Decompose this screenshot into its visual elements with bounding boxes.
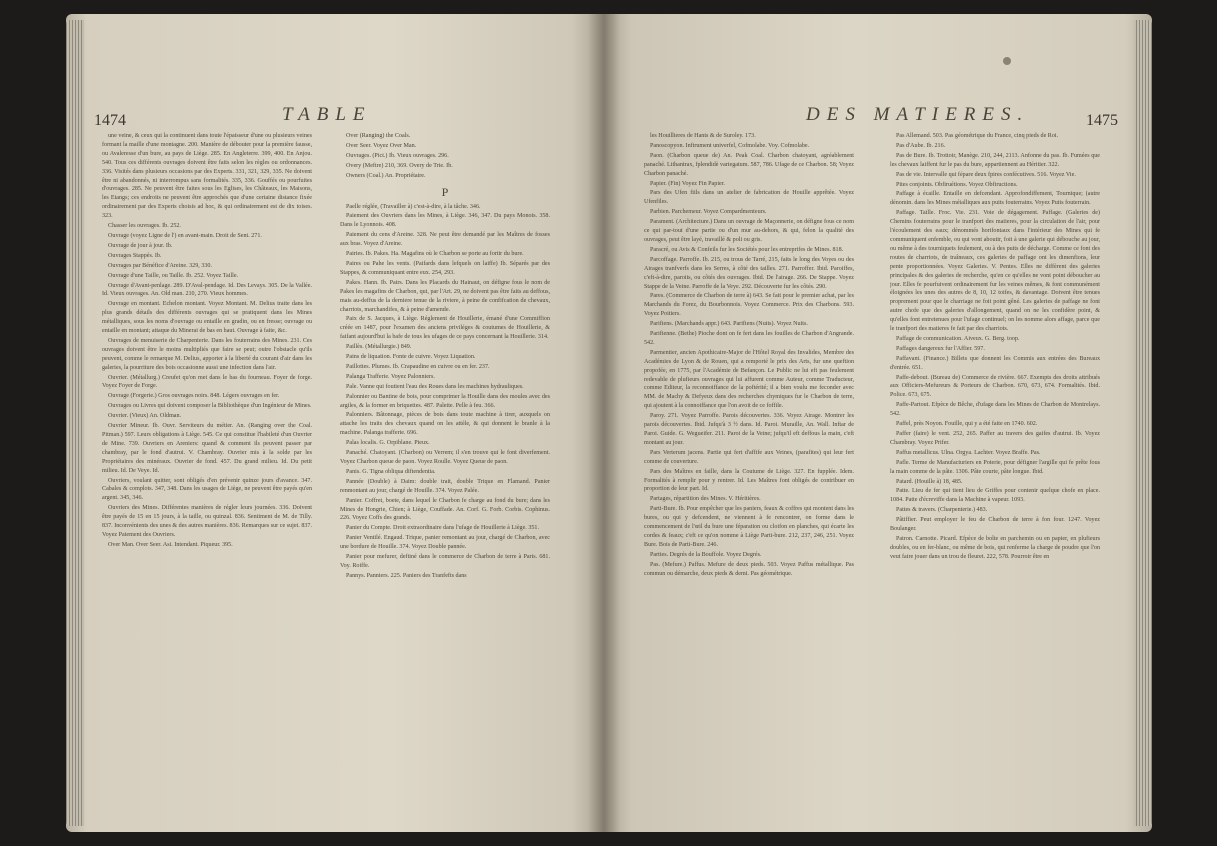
index-entry: les Houillieres de Hants & de Suroley. 173. [650, 133, 756, 139]
index-entry: Parifiens. (Marchands appr.) 643. Parifiens (Nuits). Voyez Nuits. [650, 321, 808, 328]
index-entry: Panaché. Chatoyant. (Charbon) ou Verrem; il s'en trouve qui le font diverfement. Voyez Charbon queue de paon. Voyez Roulle. Voyez Queue de paon. [340, 450, 550, 465]
index-entry: Paroy. 271. Voyez Parroffe. Parois découvertes. 336. Voyez Airage. Montrer les parois découvertes. Ibid. Jufqu'à 3 ½ dans. Id. Paroi. Muraille, An. Wall. Inftar de Paroi. Guide. G. Wegueifer. 211. Paroi de la Veine; jufqu'il eft deffous la main, c'eft montant au jour. [644, 413, 854, 446]
index-entry: Pairies. Ib. Pakes. Ha. Magafins où le Charbon se porte au fortir du bure. [346, 251, 524, 258]
index-entry: Over Man. Over Seer. Asi. Intendant. Piqueur. 395. [108, 541, 233, 548]
index-entry: Pas Allemand. 503. Pas géométrique du France, cinq pieds de Roi. [896, 133, 1059, 139]
index-entry: Chasser les ouvrages. Ib. 252. [108, 223, 181, 230]
index-entry: Papier. (Fin) Voyez Fin Papier. [650, 180, 725, 187]
index-entry: Overy (Meftre) 210, 369. Overy de Trie. Ib. [346, 162, 453, 169]
index-entry: Paires ou Pahe les vents. (Paifards dans lefquels on laiffe) Ib. Séparés par des Stappes, & communiquant entre eux. 254, 293. [340, 260, 550, 276]
index-entry: Palonnier ou Bantine de bois, pour comprimer la Houille dans des moules avec des argiles, & la former en briquettes. 487. Palette. Pelle à feu. 366. [340, 393, 550, 409]
index-entry: Ouvrage (Forgerie.) Gros ouvrages noirs. 848. Légers ouvrages en fer. [108, 393, 280, 400]
index-entry: Pâtiffier. Peut employer le feu de Charbon de terre à fon four. 1247. Voyez Boulanger. [890, 517, 1100, 533]
index-entry: Pares. (Commerce de Charbon de terre à) 643. Se fait pour le premier achat, par les Marchands du Forez, du Bourbonnois. Voyez Commerce. Prix des Charbons. 593. Voyez Poitiers. [644, 293, 854, 318]
index-entry: Pars Verterum jacens. Partie qui fert d'affife aux Veines, (parafites) qui leur fert comme de couverture. [644, 449, 854, 465]
right-running-head: DES MATIERES. [806, 104, 1030, 125]
index-entry: Ouvriers des Mines. Différentes manières de régler leurs journées. 336. Doivent être payés de 15 en 15 jours, à la taille, ou quinzal. 836. Sentiment de M. de Tilly. 837. Inconvénients des unes & des autres manières. 836. Remarques sur ce sujet. 837. Voyez Paiement des Ouvriers. [102, 505, 312, 538]
index-entry: Ouvriers, voulant quitter, sont obligés d'en prévenir quinze jours d'avance. 347. Cabales & complots. 347, 348. Dans les usages de Liège, ne peuvent être payés qu'en argent. 345, 346. [102, 477, 312, 502]
index-entry: Ouvrages ou Livres qui doivent composer la Bibliothèque d'un Ingénieur de Mines. [108, 403, 312, 410]
index-entry: Parti-Bure. Ib. Pour empêcher que les paniers, feaux & coffres qui montent dans les bures, ou qui y defcendent, ne viennent à fe rencontrer, on forme dans le commencement de l'œil du bure une féparation ou cloifon en planches, qui écarte les cordes & feaux; c'eft ce qu'on nomme à Liège Parti-bure. 212, 237, 246, 251. Voyez Bure. Bois de Parti-Bure. 246. [644, 506, 854, 548]
index-entry: Paffavant. (Finance.) Billets que donnent les Commis aux entrées des Bureaux d'entrée. 651. [890, 355, 1100, 371]
index-entry: Ouvrier. (Vieux) An. Oldman. [108, 413, 182, 420]
index-entry: Paffer (faire) le vent. 252, 265. Paffer au travers des gaifes d'autrui. Ib. Voyez Chambray. Voyez Prifer. [890, 431, 1100, 446]
index-entry: Paracré, ou Avis & Confeils fur les Sociétés pour les entreprifes de Mines. 818. [650, 246, 844, 253]
right-column-1 [644, 132, 854, 812]
index-entry: Partages, répartition des Mines. V. Héritières. [650, 496, 761, 503]
index-entry: Pas de Bure. Ib. Trottoir, Manège. 210, 244, 2113. Anfonne du pas. Ib. Fumées que les chevaux laiffent fur le pas du bure, appartiennent au Héritier. 322. [890, 152, 1100, 168]
index-entry: Over Seer. Voyez Over Man. [346, 142, 417, 149]
index-entry: Pafle. Terme de Manufacturiers en Poterie, pour défigner l'argille qui fe prête fous la main comme de la pâte. 1306. Pâte courte, pâte longue. Ibid. [890, 459, 1100, 475]
index-entry: Panoscopyon. Inftrument univerfel, Cofmolabe. Voy. Cofmolabe. [650, 142, 810, 149]
index-entry: Palas localis. G. Orpiblane. Pieux. [346, 440, 430, 447]
left-column-1 [102, 132, 312, 812]
left-page-edges [66, 20, 84, 826]
right-page-edges [1134, 20, 1152, 826]
index-entry: Ouvrier. (Métallurg.) Creufet qu'on met dans le bas du fourneau. Foyer de forge. Voyez Foyer de Forge. [102, 374, 312, 390]
index-entry: Pars des Maîtres en faille, dans la Coutume de Liège. 327. En fupplée. Idem. Formalités à remplir pour y rentrer. Id. Les Maîtres font obligés de contribuer en proportion de leur part. Id. [644, 468, 854, 493]
index-entry: Over (Ranging) the Coals. [346, 133, 411, 139]
index-entry: Paffage de communication. Aiveux. G. Berg. toop. [896, 335, 1020, 342]
right-page [604, 14, 1152, 832]
left-running-head: TABLE [282, 104, 372, 125]
open-book [50, 14, 1168, 832]
index-entry: Paillès. (Métallurgie.) 849. [346, 344, 412, 351]
index-entry: Ouvrages. (Pict.) Ib. Vieux ouvrages. 296. [346, 152, 449, 159]
index-entry: une veine, & ceux qui la continuent dans toute l'épaisseur d'une ou plusieurs veines formant la maille d'une montagne. 200. Manière de débouter pour la première fausse, ou Avaleresse d'un bure, au pays de Liège. 285. En Angleterre. 399, 400. En Anjou. 540. Tous ces différents ouvrages doivent être faits selon les règles ou ordonnances. 336. Visités dans plusieurs occasions par des Experts. 331, 321, 329, 335. Ne doivent être ni abandonnés, ni interrompus sans formalités. 335, 336. Gouffés ou pourfuites d'ouvrages. 285. Ne peuvent être faites sous les Eglises, les Châteaux, les Maisons, les Etangs; ces endroits ne peuvent être approchés que d'une certaine distance fixée ordinairement par des Experts choisis ad hoc, & qui ordinairement est de dix toises. 323. [102, 133, 312, 220]
index-entry: Palanga Trafferie. Voyez Palonniers. [346, 373, 435, 380]
index-entry: Parcoffage. Parroffe. Ib. 215, ou trous de Tarré, 215, faits le long des Voyes ou des Airages tranfverfs dans les Serres, à côté des tailles. 271. Parroffer. Ibid. Paroiffes, c'eft-à-dire, paroits, ou côtés des ouvrages. Ibid. De l'airage. 266. De Stappe. Voyez Stappe de la Veine. Parroffe de la Veye. 292. Découverte fur les côtés. 290. [644, 256, 854, 290]
left-column-2 [340, 132, 550, 812]
right-page-number: 1475 [1086, 112, 1118, 129]
index-entry: Paiement du cens d'Areine. 328. Ne peut être demandé par les Maîtres de fosses aux bras. Voyez d'Areine. [340, 232, 550, 248]
index-entry: Paon. (Charbon queue de) An. Peak Coal. Charbon chatoyant, agréablement panaché. Lithantrax, fplendidè variegatum. 587, 786. Ufage de ce Charbon. 58; Voyez Charbon panaché. [644, 152, 854, 177]
index-entry: Pale. Vanne qui foutient l'eau des Roues dans les machines hydrauliques. [346, 383, 524, 390]
index-entry: Paix de S. Jacques, à Liège. Réglement de Houillerie, émané d'une Commiffion créée en 1487, pour l'examen des anciens priviléges & coutumes de Houillerie, & faifant aujourd'hui la bafe de tous les ufages de ce pays concernant la Houillerie. 314. [340, 316, 550, 341]
index-entry: Paffe-debout. (Bureau de) Commerce de rivière. 667. Exempts des droits attribués aux Officiers-Mefureurs & Porteurs de Charbon. 670, 673, 674. Formalités. Ibid. Police. 673, 675. [890, 374, 1100, 399]
index-entry: Pas de vie. Intervalle qui fépare deux fpires confécutives. 516. Voyez Vie. [896, 171, 1076, 178]
index-entry: Pakes. Hann. Ib. Pairs. Dans les Placards du Hainaut, on défigne fous le nom de Pakes les magafins de Charbon, qui, par l'Art. 29, ne doivent pas être faits au deffous, mais au-deffus de la derniere tenue de la riviere, à peine de confifcation de chevaux, charriots, marchandifes, & à peine d'amende. [340, 279, 550, 313]
index-entry: Paelle réglée, (Travailler à) c'est-à-dire, à la tâche. 346. [346, 203, 481, 210]
index-entry: Parament. (Architecture.) Dans un ouvrage de Maçonnerie, on défigne fous ce nom ce qui par-tout d'une partie ou d'un mur au-dehors, & qui, felon la qualité des ouvrages, peut être layé, travaillé & poli ou gris. [644, 219, 854, 243]
index-entry: Paillottes. Plumes. Ib. Crapaudine en cuivre ou en fer. 237. [346, 363, 490, 370]
index-entry: Panier pour mefurer, deftiné dans le commerce de Charbon de terre à Paris. 681. Voy. Roiffe. [340, 554, 550, 569]
index-entry: Paffe-Partout. Efpèce de Bêche, d'ufage dans les Mines de Charbon de Montrelays. 542. [890, 402, 1100, 418]
index-entry: Ouvrage de jour à jour. Ib. [108, 242, 173, 249]
left-page [66, 14, 604, 832]
index-entry: Pannys. Panniers. 225. Paniers des Tranfefts dans [346, 572, 467, 579]
index-entry: Panis. G. Tigna obliqua diftendentia. [346, 468, 436, 475]
index-entry: Pannée (Double) à Daim: double trait, double Trique en Flamand. Panier renmontant au jour, chargé de Houille. 374. Voyez Palée. [340, 478, 550, 494]
index-entry: Paffus metallicus. Ulna. Orgya. Lachter. Voyez Braffe. Pas. [896, 449, 1041, 456]
index-entry: Panier du Compte. Droit extraordinaire dans l'ufage de Houillerie à Liège. 351. [346, 525, 539, 532]
index-entry: Paffage à écaille. Entaille en defcendant. Approfondiffement, Tournique; (autre dénomin. dans les Mines métalliques aux puits fouterrains. Voyez Puits fouterrain. [890, 191, 1100, 207]
index-entry: Pars des Ufen fiils dans un atelier de fabrication de Houille apprêtée. Voyez Ufenfiles. [644, 190, 854, 206]
index-entry: Ouvrages de menuiserie de Charpenterie. Dans les fouterrains des Mines. 231. Ces ouvrages doivent être le moins multipliés que faire se peut; outre l'obstacle qu'ils peuvent, comme le remarque M. Delius, apporter à la liberté du courant d'air dans les galeries, la pourriture des bois occasionne aussi une infection dans l'air. [102, 337, 312, 371]
index-entry: Paffel, près Noyon. Fouille, qui y a été faite en 1740. 602. [896, 421, 1038, 428]
index-entry: Patron. Carnotte. Picard. Efpèce de boîte en parchemin ou en papier, en plufieurs doubles, ou en fer-blanc, ou même de bois, qui renferme la charge de poudre que l'on veut faire jouer dans un trou de fleuret. 222, 578. Pourroir être en [890, 535, 1100, 560]
index-entry: Ouvrages Stappés. Ib. [108, 252, 162, 259]
index-entry: Palonniers. Bâtonnage, pièces de bois dans toute machine à tirer, auxquels on attache les traits des chevaux quand on les attèle, & qui donnent le branle à la machine. Palanga trafferie. 696. [340, 412, 550, 437]
index-entry: Patte. Lieu de fer qui tient lieu de Griffes pour contenir quelque chofe en place. 1084. Patte d'écreviffe dans la Machine à vapeur. 1093. [890, 488, 1100, 504]
index-entry: Panier Ventilé. Engaud. Trique, panier remontant au jour, chargé de Charbon, avec une bordure de Houille. 374. Voyez Double pannée. [340, 535, 550, 551]
page-ornament-dot [1003, 57, 1011, 65]
index-entry: Pattes & travers. (Charpenterie.) 483. [896, 507, 988, 514]
section-letter: P [441, 184, 449, 199]
index-entry: Parties. Degrés de la Bouffole. Voyez Degrés. [650, 551, 762, 558]
index-entry: Owners (Coal.) An. Propriétaire. [346, 172, 426, 179]
index-entry: Ouvrage d'Avant-penlage. 289. D'Aval-pendage. Id. Des Levays. 305. De la Vallée. Id. Vieux ouvrages. An. Old man. 210, 270. Vieux hommes. [102, 282, 312, 298]
left-page-number: 1474 [94, 112, 126, 129]
index-entry: Ouvrages par Bénéfice d'Areine. 329, 330. [108, 262, 212, 269]
index-entry: Ouvrier Mineur. Ib. Ouvr. Serviteurs du métier. An. (Ranging over the Coal. Pitman.) 597. Leurs obligations à Liège. 545. Ce qui constitue l'habileté d'un Ouvrier de Mine. 739. Ouvriers en Areniers: quand & comment ils peuvent passer par chambray, par le fond d'autrui. V. Chambray. Ouvrier mis à la solde par les Propriétaires des minéraux. Ouvrier de fond. 457. Du grand milieu. Id. Du petit milieu. Id. De Veye. Id. [102, 423, 312, 474]
index-entry: Paffage. Taille. Froc. Vie. 231. Voie de dégagement. Paffage. (Galeries de) Chemins fouterrains pour le tranfport des matieres, pour la circulation de l'air, pour l'écoulement des eaux; dénommés horifontaux dans l'intérieur des Mines qui fe communiquent enfemble, ou qui vont aboutir, foit à une galerie qui débouche au jour, ou même à des tourniquets feulement, ou à des puits de décharge. Comme ce font des routes de charriots, de traîneaux, ces galeries de paffage ont les dimenfions, leur pente proportionnées. Voyez Galeries. V. Pentes. Elles ne diffèrent des galeries principales & des galeries de recherche, qu'en ce qu'elles ne vont point déboucher au jour. Elles fe pourfuivent ordinairement fur les veines mêmes, & font communément éloignées les unes des autres de 8, 10, 12 toifes, & davantage. Doivent être tenues proprement pour que le charriage ne foit point gêné. Les galeries de paffage ne font autre chofe que des galeries d'allongement, quand on ne les confidère point, & qu'elles font entretenues pour l'ufage continuel; on les nomme alors affage, parce que le tranfport des matieres fe fait par des charriots. [890, 210, 1100, 333]
index-entry: Patard. (Houille à) 18, 485. [896, 478, 963, 485]
index-entry: Paiement des Ouvriers dans les Mines, à Liège. 346, 347. Du pays Monois. 358. Dans le Lyonnois. 408. [340, 213, 550, 229]
index-entry: Parifienne. (Bethe) Pioche dont on fe fert dans les fouilles de Charbon d'Angrande. 542. [644, 331, 854, 346]
right-column-2 [890, 132, 1100, 812]
index-entry: Panier. Coffret, boete, dans lequel le Charbon fe charge au fond du bure; dans les Mines de Hongrie, Chien; à Liège, Couffade. An. Corf. G. Forb. Corbis. Cophinus. 226. Voyez Coffs des grands. [340, 497, 550, 522]
index-entry: Paffages dangereux fur l'Affier. 597. [896, 345, 985, 352]
index-entry: Parbien. Parchemeur. Voyez Compardmenteurs. [650, 209, 767, 216]
index-entry: Pas. (Mefure.) Paffus. Mefure de deux pieds. 503. Voyez Paffus métallique. Pas commun ou démarche, deux pieds & demi. Pas géométrique. [644, 561, 854, 577]
index-entry: Ouvrage (voyez Ligne de l') en avant-main. Droit de Sent. 271. [108, 232, 262, 239]
index-entry: Pites conjoints. Obfiruétions. Voyez Obfiructions. [896, 181, 1018, 188]
index-entry: Ouvrage en montant. Echelon montant. Voyez Montant. M. Delius traite dans les plus grands détails des différents ouvrages qui se pratiquent dans les Mines métalliques, sous les noms d'ouvrage ou entaille en gradin, ou en fresse; ouvrage ou entaille en montant; attaque du Minerai de bas en haut. Ouvrage à faite, &c. [102, 301, 312, 335]
index-entry: Ouvrage d'une Taille, ou Taille. Ib. 252. Voyez Taille. [108, 272, 239, 279]
index-entry: Pains de liquation. Fonte de cuivre. Voyez Liquation. [346, 354, 476, 361]
index-entry: Pas d'Aube. Ib. 216. [896, 142, 946, 149]
index-entry: Parmentier, ancien Apothicaire-Major de l'Hôtel Royal des Invalides, Membre des Académies de Lyon & de Rouen, qui a remporté le prix des Arts, fur une queftion propofée, en 1775, par l'Académie de Befançon. Le Public ne lui eft pas feulement redevable de plufieurs ouvrages qui lui affurent comme Auteur, comme Traducteur, comme Editeur, la reconnoiffance de la poftérité; il a bien voulu me feconder avec MM. de Machy & Defyeux dans des recherches chymiques fur le Charbon de terre, qui ajoutent à la connoiffance que l'on avoit de ce foffile. [644, 349, 854, 410]
